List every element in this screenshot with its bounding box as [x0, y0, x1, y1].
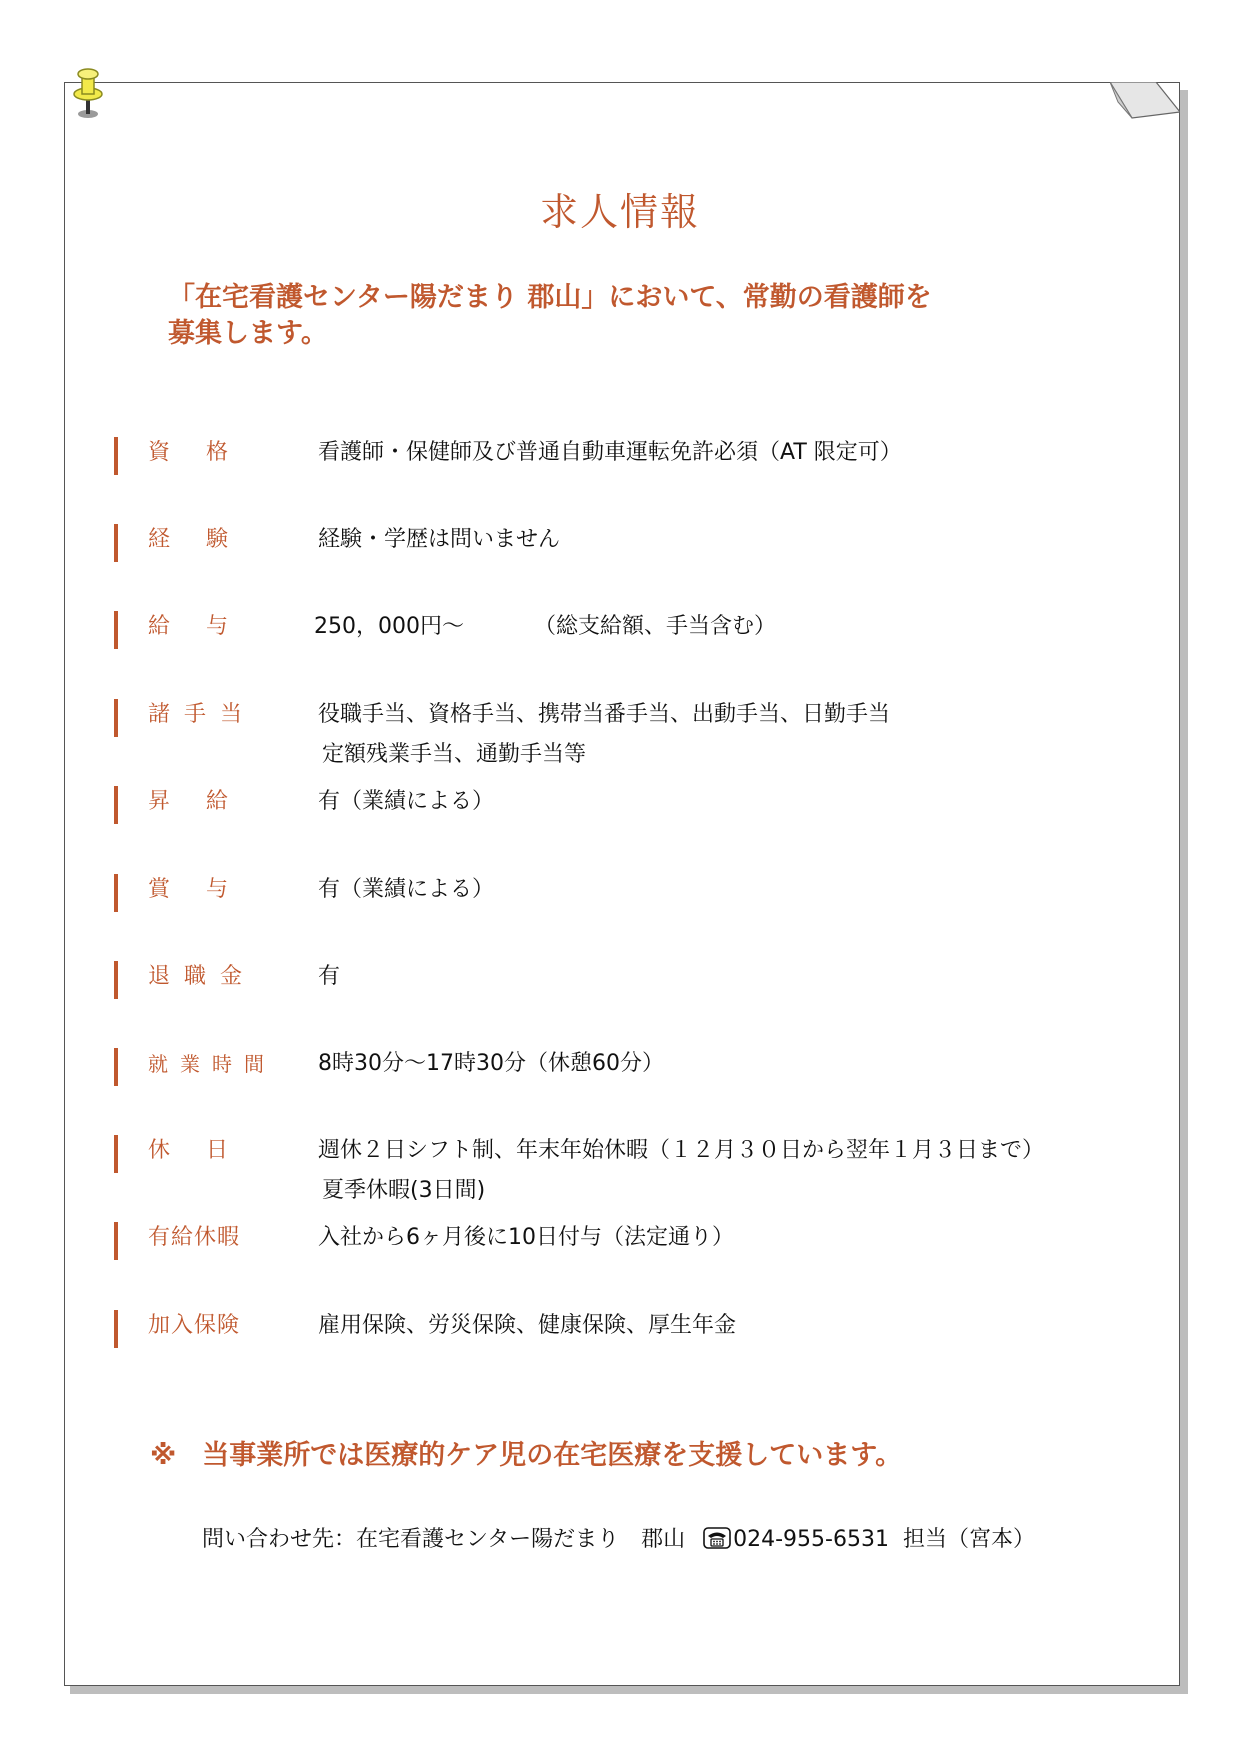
- row-marker: [114, 1048, 118, 1086]
- detail-label: 経験: [148, 527, 265, 552]
- detail-label: 諸手当: [148, 702, 257, 727]
- detail-row-salary: [112, 609, 1152, 649]
- contact-person: 担当（宮本）: [902, 1527, 1035, 1552]
- note-mark: ※: [150, 1440, 177, 1471]
- detail-row-bonus: [112, 872, 1152, 912]
- intro-text: [168, 280, 1028, 352]
- row-marker: [114, 699, 118, 737]
- pushpin-icon: [70, 64, 106, 120]
- detail-label: 退職金: [148, 964, 257, 989]
- detail-value: 入社から6ヶ月後に10日付与（法定通り）: [318, 1225, 734, 1250]
- contact-line: [202, 1522, 1035, 1558]
- detail-value: 8時30分～17時30分（休憩60分）: [318, 1051, 664, 1076]
- detail-value-continued: 定額残業手当、通勤手当等: [322, 742, 587, 767]
- row-marker: [114, 437, 118, 475]
- detail-value: 雇用保険、労災保険、健康保険、厚生年金: [318, 1313, 737, 1338]
- detail-row-holidays: [112, 1133, 1152, 1203]
- row-marker: [114, 611, 118, 649]
- contact-prefix: 問い合わせ先：在宅看護センター陽だまり 郡山: [202, 1527, 686, 1552]
- detail-row-paid-leave: [112, 1220, 1152, 1260]
- detail-row-qualification: [112, 435, 1152, 475]
- row-marker: [114, 961, 118, 999]
- row-marker: [114, 786, 118, 824]
- page-curl-icon: [1110, 82, 1180, 128]
- detail-row-raise: [112, 784, 1152, 824]
- detail-value: 週休２日シフト制、年末年始休暇（１２月３０日から翌年１月３日まで）: [318, 1138, 1045, 1163]
- detail-row-insurance: [112, 1308, 1152, 1348]
- note-text: 当事業所では医療的ケア児の在宅医療を支援しています。: [202, 1440, 903, 1471]
- row-marker: [114, 1222, 118, 1260]
- page-title: 求人情報: [539, 190, 700, 234]
- detail-label: 有給休暇: [148, 1225, 241, 1250]
- detail-row-allowances: [112, 697, 1152, 767]
- support-note: [150, 1438, 902, 1474]
- detail-value: 役職手当、資格手当、携帯当番手当、出動手当、日勤手当: [318, 702, 891, 727]
- phone-icon: [703, 1527, 731, 1549]
- contact-phone: 024-955-6531: [733, 1527, 889, 1552]
- detail-row-retirement: [112, 959, 1152, 999]
- detail-row-hours: [112, 1046, 1152, 1086]
- salary-note: （総支給額、手当含む）: [534, 614, 777, 639]
- detail-value: 有（業績による）: [318, 877, 495, 902]
- row-marker: [114, 1310, 118, 1348]
- detail-label: 給与: [148, 614, 265, 639]
- detail-value: 250，000円～: [314, 614, 464, 639]
- detail-value-continued: 夏季休暇(3日間): [322, 1178, 486, 1203]
- row-marker: [114, 1135, 118, 1173]
- intro-line-1: 「在宅看護センター陽だまり 郡山」において、常勤の看護師を: [168, 282, 932, 313]
- detail-value: 有: [318, 964, 341, 989]
- intro-line-2: 募集します。: [168, 318, 328, 349]
- detail-label: 就業時間: [148, 1052, 276, 1076]
- detail-value: 看護師・保健師及び普通自動車運転免許必須（AT 限定可）: [318, 440, 902, 465]
- detail-label: 資格: [148, 440, 265, 465]
- detail-label: 昇給: [148, 789, 265, 814]
- detail-label: 賞与: [148, 877, 265, 902]
- detail-value: 経験・学歴は問いません: [318, 527, 561, 552]
- detail-label: 休日: [148, 1138, 265, 1163]
- detail-row-experience: [112, 522, 1152, 562]
- detail-label: 加入保険: [148, 1313, 241, 1338]
- detail-value: 有（業績による）: [318, 789, 495, 814]
- row-marker: [114, 524, 118, 562]
- row-marker: [114, 874, 118, 912]
